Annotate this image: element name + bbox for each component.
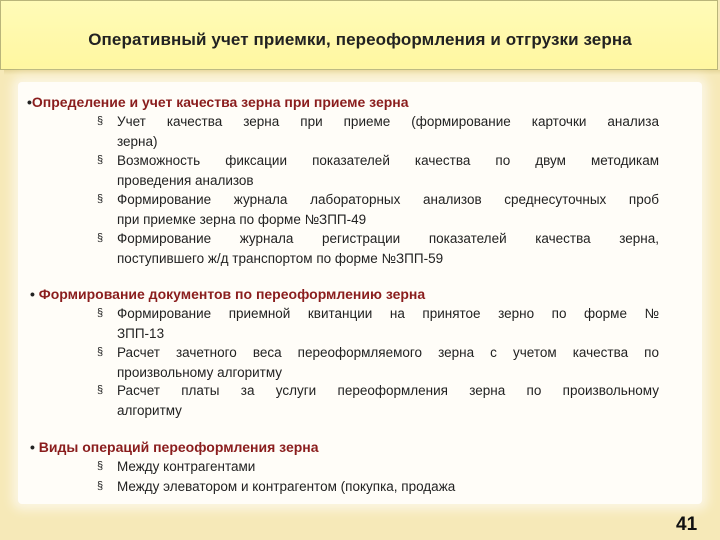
list-item: [97, 151, 659, 190]
list-item-line: Между элеватором и контрагентом (покупка, продажа: [117, 479, 456, 494]
list-item-line: алгоритму: [117, 402, 182, 418]
list-item-line: ЗПП-13: [117, 325, 165, 341]
list-item: [97, 229, 659, 268]
page-title: Оперативный учет приемки, переоформления и отгрузки зерна: [88, 30, 632, 49]
list-item-line: проведения анализов: [117, 172, 254, 188]
list-item-line: Формирование приемной квитанции на принятое зерно по форме №: [117, 306, 659, 321]
section-title-text: Виды операций переоформления зерна: [38, 439, 319, 455]
list-item: [97, 457, 659, 477]
section-title-operations: [30, 439, 319, 455]
list-item-line: поступившего ж/д транспортом по форме №ЗПП-59: [117, 250, 444, 266]
square-bullet-icon: §: [97, 346, 104, 358]
slide-header: [0, 0, 718, 70]
header-shadow: [4, 70, 720, 75]
square-bullet-icon: §: [97, 115, 104, 127]
square-bullet-icon: §: [97, 193, 104, 205]
page-number: 41: [676, 514, 698, 535]
section-bullet: •: [30, 439, 35, 455]
square-bullet-icon: §: [97, 384, 104, 396]
list-item-line: произвольному алгоритму: [117, 364, 283, 380]
list-item-line: Учет качества зерна при приеме (формирование карточки анализа: [117, 114, 659, 129]
list-item-line: зерна): [117, 133, 158, 149]
square-bullet-icon: §: [97, 307, 104, 319]
list-item: [97, 112, 659, 151]
list-item-line: при приемке зерна по форме №ЗПП-49: [117, 211, 367, 227]
square-bullet-icon: §: [97, 460, 104, 472]
list-item: [97, 381, 659, 420]
list-item-line: Между контрагентами: [117, 459, 256, 474]
square-bullet-icon: §: [97, 154, 104, 166]
list-item: [97, 477, 659, 497]
list-item-line: Формирование журнала регистрации показателей качества зерна,: [117, 231, 659, 246]
section-bullet: •: [27, 94, 32, 110]
list-item: [97, 190, 659, 229]
section-title-text: Определение и учет качества зерна при приеме зерна: [31, 94, 409, 110]
square-bullet-icon: §: [97, 232, 104, 244]
list-item-line: Возможность фиксации показателей качества по двум методикам: [117, 153, 659, 168]
section-title-documents: [30, 286, 425, 302]
list-item-line: Формирование журнала лабораторных анализов среднесуточных проб: [117, 192, 659, 207]
list-item-line: Расчет платы за услуги переоформления зерна по произвольному: [117, 383, 659, 398]
section-title-text: Формирование документов по переоформлению зерна: [38, 286, 426, 302]
list-item-line: Расчет зачетного веса переоформляемого зерна с учетом качества по: [117, 345, 659, 360]
section-title-quality: [27, 94, 409, 110]
square-bullet-icon: §: [97, 480, 104, 492]
list-item: [97, 343, 659, 382]
list-item: [97, 304, 659, 343]
section-bullet: •: [30, 286, 35, 302]
